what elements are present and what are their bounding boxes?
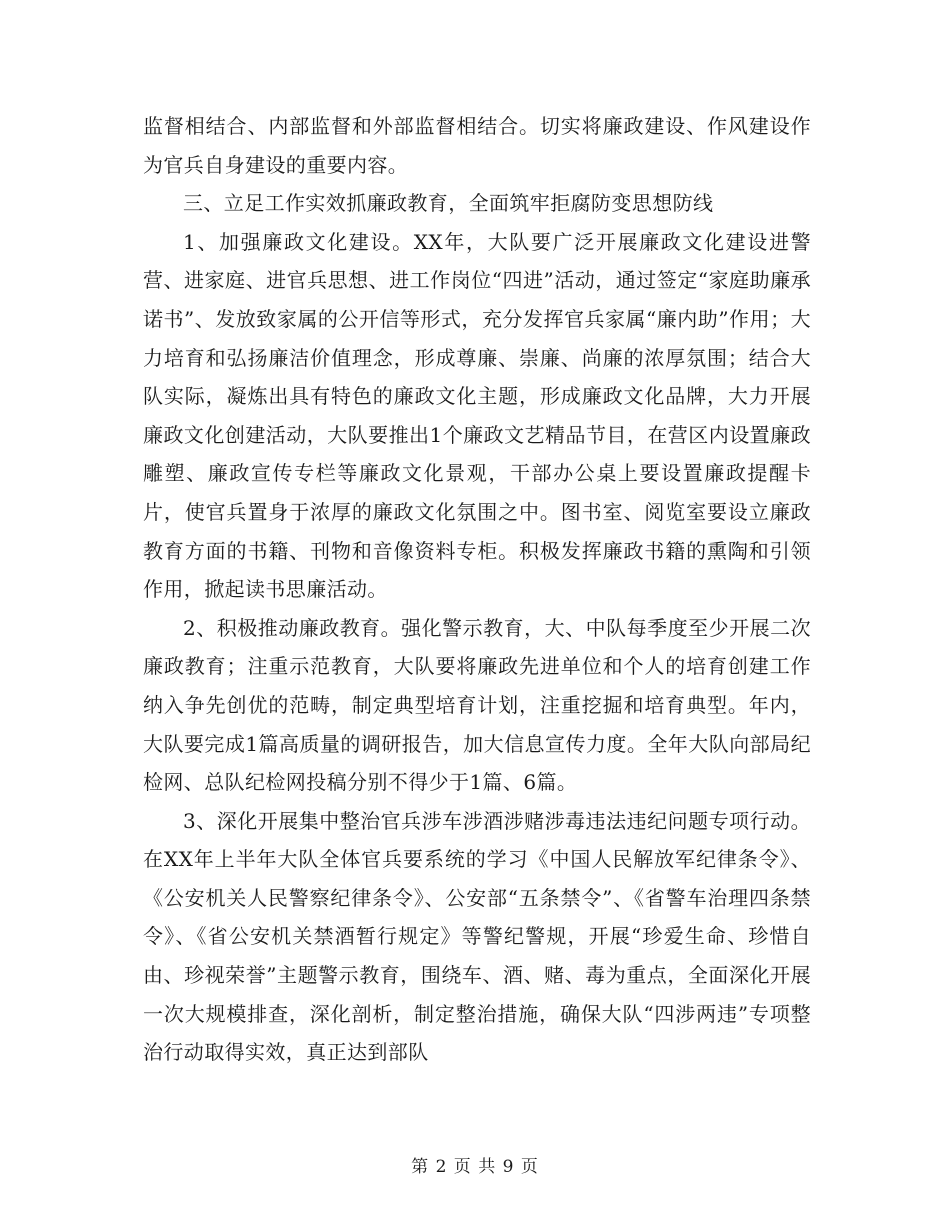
document-body [143,107,811,1072]
page-number-footer: 第 2 页 共 9 页 [411,1157,539,1177]
section-heading: 三、立足工作实效抓廉政教育，全面筑牢拒腐防变思想防线 [183,191,714,216]
paragraph-continuation: 监督相结合、内部监督和外部监督相结合。切实将廉政建设、作风建设作为官兵自身建设的重要内容。 [143,114,811,177]
paragraph-item-3: 3、深化开展集中整治官兵涉车涉酒涉赌涉毒违法违纪问题专项行动。在XX年上半年大队全体官兵要系统的学习《中国人民解放军纪律条令》、《公安机关人民警察纪律条令》、公安部“五条禁令”、《省警车治理四条禁令》、《省公安机关禁酒暂行规定》等警纪警规，开展“珍爱生命、珍惜自由、珍视荣誉”主题警示教育，围绕车、酒、赌、毒为重点，全面深化开展一次大规模排查，深化剖析，制定整治措施，确保大队“四涉两违”专项整治行动取得实效，真正达到部队 [143,808,811,1065]
paragraph-item-2: 2、积极推动廉政教育。强化警示教育，大、中队每季度至少开展二次廉政教育；注重示范教育，大队要将廉政先进单位和个人的培育创建工作纳入争先创优的范畴，制定典型培育计划，注重挖掘和培育典型。年内，大队要完成1篇高质量的调研报告，加大信息宣传力度。全年大队向部局纪检网、总队纪检网投稿分别不得少于1篇、6篇。 [143,615,811,795]
paragraph-item-1: 1、加强廉政文化建设。XX年，大队要广泛开展廉政文化建设进警营、进家庭、进官兵思想、进工作岗位“四进”活动，通过签定“家庭助廉承诺书”、发放致家属的公开信等形式，充分发挥官兵家属“廉内助”作用；大力培育和弘扬廉洁价值理念，形成尊廉、崇廉、尚廉的浓厚氛围；结合大队实际，凝炼出具有特色的廉政文化主题，形成廉政文化品牌，大力开展廉政文化创建活动，大队要推出1个廉政文艺精品节目，在营区内设置廉政雕塑、廉政宣传专栏等廉政文化景观，干部办公桌上要设置廉政提醒卡片，使官兵置身于浓厚的廉政文化氛围之中。图书室、阅览室要设立廉政教育方面的书籍、刊物和音像资料专柜。积极发挥廉政书籍的熏陶和引领作用，掀起读书思廉活动。 [143,229,811,602]
